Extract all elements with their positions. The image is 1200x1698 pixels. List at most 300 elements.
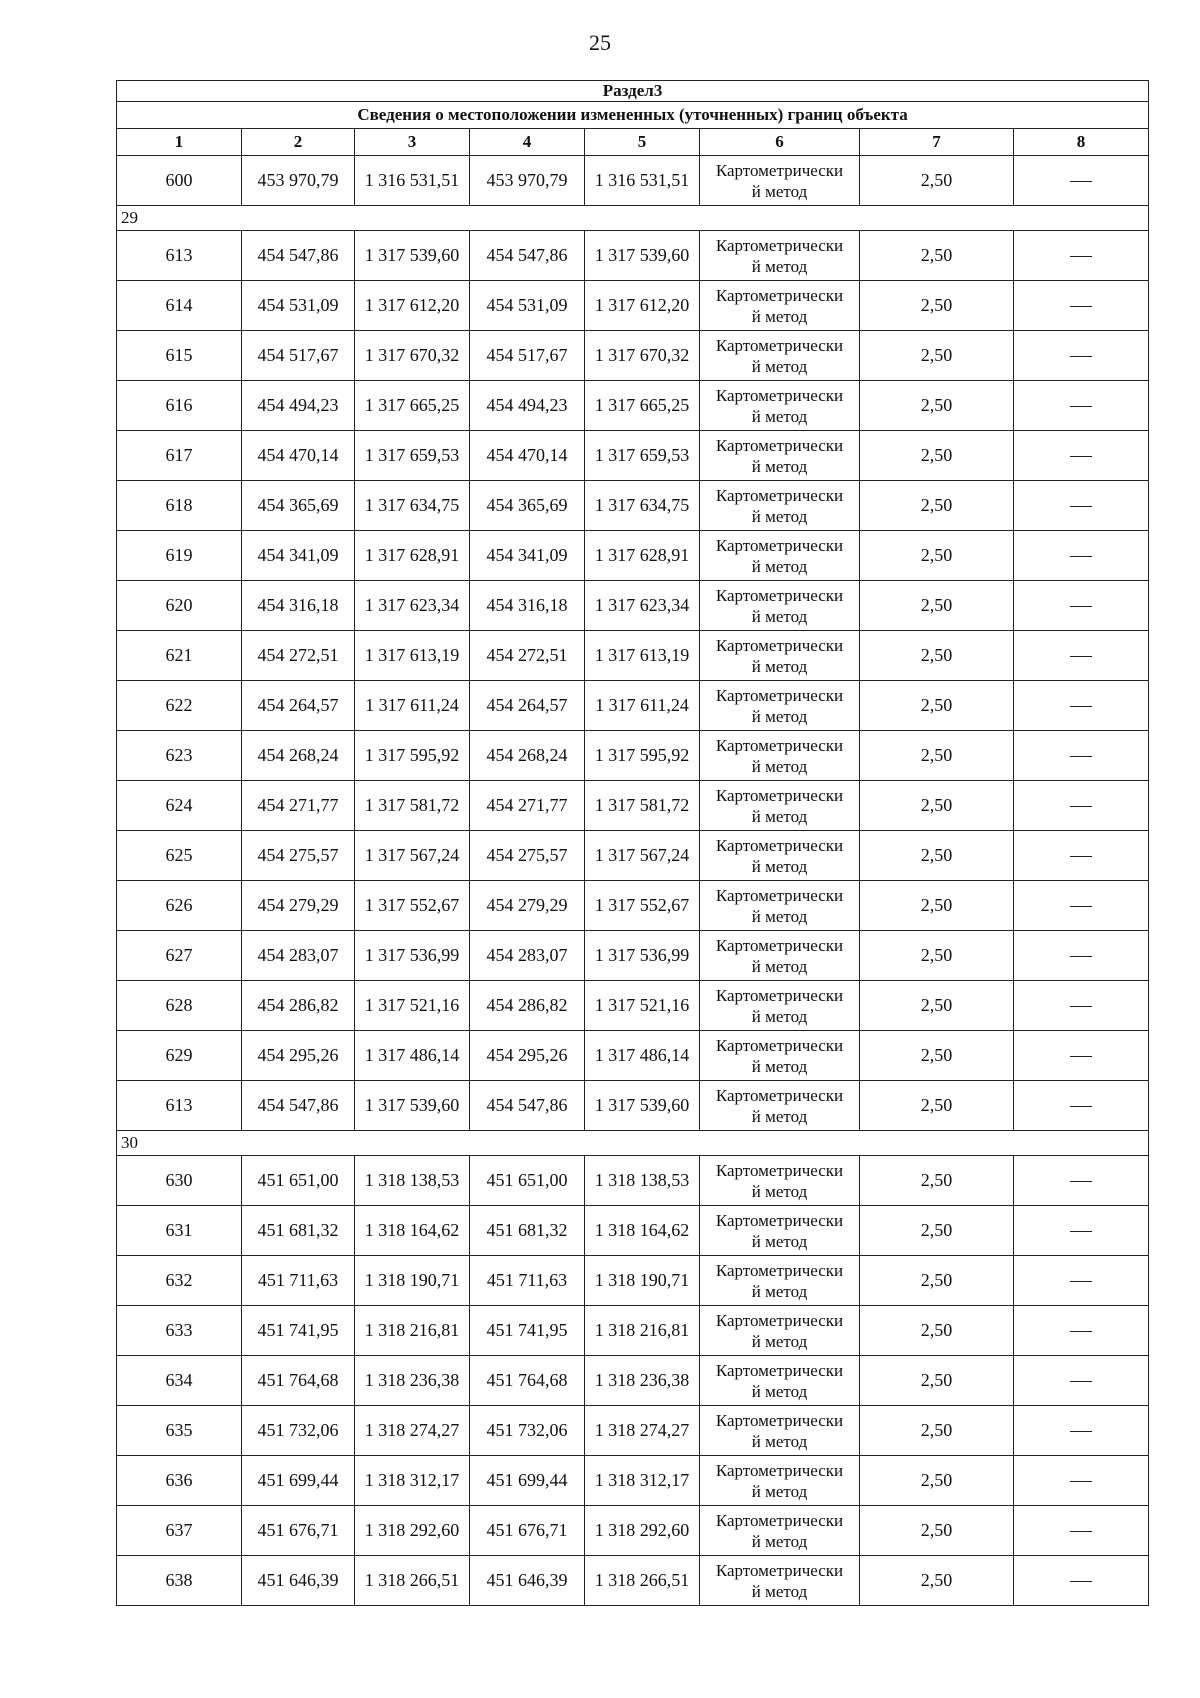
empty-value-cell — [1014, 881, 1149, 931]
cell-col-5: 1 317 612,20 — [585, 281, 700, 331]
table-row — [117, 931, 1149, 981]
method-line-1: Картометрически — [715, 1035, 844, 1055]
cell-col-4: 454 316,18 — [470, 581, 585, 631]
cell-col-5: 1 317 552,67 — [585, 881, 700, 931]
method-cell — [700, 1306, 860, 1356]
empty-value-cell — [1014, 1256, 1149, 1306]
cell-col-5: 1 318 164,62 — [585, 1206, 700, 1256]
empty-value-cell — [1014, 1506, 1149, 1556]
cell-col-2: 454 341,09 — [242, 531, 355, 581]
dash-icon — [1070, 1006, 1092, 1007]
column-number: 2 — [242, 129, 355, 156]
table-row — [117, 1506, 1149, 1556]
cell-col-1: 620 — [117, 581, 242, 631]
accuracy-cell: 2,50 — [860, 1081, 1014, 1131]
accuracy-cell: 2,50 — [860, 156, 1014, 206]
method-line-2: й метод — [751, 1331, 808, 1351]
cell-col-3: 1 317 539,60 — [355, 1081, 470, 1131]
cell-col-2: 454 547,86 — [242, 1081, 355, 1131]
cell-col-1: 626 — [117, 881, 242, 931]
cell-col-5: 1 317 670,32 — [585, 331, 700, 381]
cell-col-3: 1 318 190,71 — [355, 1256, 470, 1306]
cell-col-5: 1 317 634,75 — [585, 481, 700, 531]
table-row — [117, 381, 1149, 431]
method-cell — [700, 1081, 860, 1131]
empty-value-cell — [1014, 681, 1149, 731]
method-line-2: й метод — [751, 556, 808, 576]
cell-col-4: 451 699,44 — [470, 1456, 585, 1506]
cell-col-2: 454 295,26 — [242, 1031, 355, 1081]
method-line-1: Картометрически — [715, 160, 844, 180]
cell-col-4: 454 547,86 — [470, 231, 585, 281]
cell-col-4: 451 681,32 — [470, 1206, 585, 1256]
method-line-1: Картометрически — [715, 485, 844, 505]
cell-col-4: 454 283,07 — [470, 931, 585, 981]
cell-col-2: 454 279,29 — [242, 881, 355, 931]
dash-icon — [1070, 706, 1092, 707]
cell-col-5: 1 317 628,91 — [585, 531, 700, 581]
method-line-2: й метод — [751, 456, 808, 476]
accuracy-cell: 2,50 — [860, 331, 1014, 381]
method-line-1: Картометрически — [715, 385, 844, 405]
cell-col-5: 1 317 581,72 — [585, 781, 700, 831]
cell-col-3: 1 317 521,16 — [355, 981, 470, 1031]
table-row — [117, 1306, 1149, 1356]
cell-col-1: 625 — [117, 831, 242, 881]
cell-col-2: 454 271,77 — [242, 781, 355, 831]
empty-value-cell — [1014, 1306, 1149, 1356]
method-line-2: й метод — [751, 306, 808, 326]
empty-value-cell — [1014, 831, 1149, 881]
accuracy-cell: 2,50 — [860, 1306, 1014, 1356]
cell-col-1: 623 — [117, 731, 242, 781]
table-row — [117, 1031, 1149, 1081]
method-line-2: й метод — [751, 656, 808, 676]
method-cell — [700, 881, 860, 931]
cell-col-4: 454 268,24 — [470, 731, 585, 781]
accuracy-cell: 2,50 — [860, 1206, 1014, 1256]
dash-icon — [1070, 1056, 1092, 1057]
cell-col-1: 624 — [117, 781, 242, 831]
column-number: 3 — [355, 129, 470, 156]
method-line-1: Картометрически — [715, 1260, 844, 1280]
cell-col-2: 451 681,32 — [242, 1206, 355, 1256]
method-cell — [700, 531, 860, 581]
empty-value-cell — [1014, 281, 1149, 331]
accuracy-cell: 2,50 — [860, 231, 1014, 281]
cell-col-5: 1 318 266,51 — [585, 1556, 700, 1606]
dash-icon — [1070, 456, 1092, 457]
cell-col-1: 629 — [117, 1031, 242, 1081]
cell-col-5: 1 317 539,60 — [585, 231, 700, 281]
cell-col-3: 1 317 665,25 — [355, 381, 470, 431]
method-cell — [700, 981, 860, 1031]
table-body — [117, 156, 1149, 1606]
cell-col-4: 451 711,63 — [470, 1256, 585, 1306]
cell-col-3: 1 317 613,19 — [355, 631, 470, 681]
page-number: 25 — [589, 30, 611, 55]
cell-col-5: 1 317 611,24 — [585, 681, 700, 731]
cell-col-4: 454 341,09 — [470, 531, 585, 581]
cell-col-3: 1 316 531,51 — [355, 156, 470, 206]
table-row — [117, 1156, 1149, 1206]
empty-value-cell — [1014, 1156, 1149, 1206]
dash-icon — [1070, 906, 1092, 907]
cell-col-2: 454 531,09 — [242, 281, 355, 331]
empty-value-cell — [1014, 156, 1149, 206]
table-row — [117, 831, 1149, 881]
method-line-2: й метод — [751, 1006, 808, 1026]
cell-col-4: 454 365,69 — [470, 481, 585, 531]
table-row — [117, 1406, 1149, 1456]
cell-col-4: 454 272,51 — [470, 631, 585, 681]
method-line-1: Картометрически — [715, 835, 844, 855]
cell-col-3: 1 318 216,81 — [355, 1306, 470, 1356]
method-line-1: Картометрически — [715, 1560, 844, 1580]
accuracy-cell: 2,50 — [860, 381, 1014, 431]
table-row — [117, 1256, 1149, 1306]
method-line-1: Картометрически — [715, 885, 844, 905]
method-line-1: Картометрически — [715, 1085, 844, 1105]
cell-col-1: 628 — [117, 981, 242, 1031]
method-line-2: й метод — [751, 256, 808, 276]
cell-col-5: 1 318 190,71 — [585, 1256, 700, 1306]
method-cell — [700, 1406, 860, 1456]
cell-col-2: 451 764,68 — [242, 1356, 355, 1406]
method-cell — [700, 581, 860, 631]
cell-col-1: 633 — [117, 1306, 242, 1356]
method-line-1: Картометрически — [715, 585, 844, 605]
table-row — [117, 781, 1149, 831]
cell-col-4: 454 517,67 — [470, 331, 585, 381]
table-title: Сведения о местоположении измененных (уточненных) границ объекта — [117, 102, 1149, 129]
cell-col-1: 636 — [117, 1456, 242, 1506]
accuracy-cell: 2,50 — [860, 1556, 1014, 1606]
method-cell — [700, 781, 860, 831]
table-row — [117, 331, 1149, 381]
method-cell — [700, 281, 860, 331]
empty-value-cell — [1014, 731, 1149, 781]
method-line-2: й метод — [751, 1481, 808, 1501]
method-cell — [700, 1556, 860, 1606]
method-line-1: Картометрически — [715, 1160, 844, 1180]
method-line-1: Картометрически — [715, 335, 844, 355]
column-number: 1 — [117, 129, 242, 156]
table-row — [117, 1556, 1149, 1606]
cell-col-5: 1 316 531,51 — [585, 156, 700, 206]
empty-value-cell — [1014, 481, 1149, 531]
cell-col-3: 1 318 274,27 — [355, 1406, 470, 1456]
cell-col-1: 614 — [117, 281, 242, 331]
method-cell — [700, 331, 860, 381]
method-cell — [700, 731, 860, 781]
section-header-row — [117, 81, 1149, 102]
method-line-1: Картометрически — [715, 1210, 844, 1230]
cell-col-2: 453 970,79 — [242, 156, 355, 206]
method-line-1: Картометрически — [715, 285, 844, 305]
method-line-1: Картометрически — [715, 1360, 844, 1380]
column-number: 7 — [860, 129, 1014, 156]
method-line-2: й метод — [751, 1106, 808, 1126]
accuracy-cell: 2,50 — [860, 431, 1014, 481]
cell-col-2: 451 699,44 — [242, 1456, 355, 1506]
dash-icon — [1070, 806, 1092, 807]
cell-col-2: 454 264,57 — [242, 681, 355, 731]
dash-icon — [1070, 1106, 1092, 1107]
cell-col-3: 1 318 164,62 — [355, 1206, 470, 1256]
dash-icon — [1070, 1431, 1092, 1432]
cell-col-3: 1 317 567,24 — [355, 831, 470, 881]
dash-icon — [1070, 181, 1092, 182]
cell-col-3: 1 317 611,24 — [355, 681, 470, 731]
accuracy-cell: 2,50 — [860, 1456, 1014, 1506]
cell-col-2: 451 646,39 — [242, 1556, 355, 1606]
dash-icon — [1070, 1481, 1092, 1482]
cell-col-4: 451 764,68 — [470, 1356, 585, 1406]
dash-icon — [1070, 1331, 1092, 1332]
empty-value-cell — [1014, 331, 1149, 381]
method-line-2: й метод — [751, 356, 808, 376]
accuracy-cell: 2,50 — [860, 631, 1014, 681]
group-row — [117, 206, 1149, 231]
method-line-1: Картометрически — [715, 1460, 844, 1480]
method-line-2: й метод — [751, 1581, 808, 1601]
accuracy-cell: 2,50 — [860, 531, 1014, 581]
cell-col-5: 1 317 567,24 — [585, 831, 700, 881]
dash-icon — [1070, 356, 1092, 357]
empty-value-cell — [1014, 1406, 1149, 1456]
accuracy-cell: 2,50 — [860, 681, 1014, 731]
accuracy-cell: 2,50 — [860, 1156, 1014, 1206]
method-cell — [700, 1031, 860, 1081]
accuracy-cell: 2,50 — [860, 731, 1014, 781]
empty-value-cell — [1014, 1456, 1149, 1506]
method-line-1: Картометрически — [715, 235, 844, 255]
empty-value-cell — [1014, 431, 1149, 481]
accuracy-cell: 2,50 — [860, 981, 1014, 1031]
cell-col-5: 1 317 659,53 — [585, 431, 700, 481]
method-cell — [700, 381, 860, 431]
method-line-2: й метод — [751, 1531, 808, 1551]
table-row — [117, 581, 1149, 631]
cell-col-2: 454 286,82 — [242, 981, 355, 1031]
empty-value-cell — [1014, 1206, 1149, 1256]
method-line-2: й метод — [751, 181, 808, 201]
method-line-2: й метод — [751, 1381, 808, 1401]
method-line-1: Картометрически — [715, 685, 844, 705]
accuracy-cell: 2,50 — [860, 881, 1014, 931]
cell-col-5: 1 317 539,60 — [585, 1081, 700, 1131]
method-line-2: й метод — [751, 806, 808, 826]
cell-col-1: 613 — [117, 1081, 242, 1131]
cell-col-1: 627 — [117, 931, 242, 981]
method-line-1: Картометрически — [715, 1310, 844, 1330]
cell-col-4: 454 279,29 — [470, 881, 585, 931]
empty-value-cell — [1014, 1031, 1149, 1081]
cell-col-5: 1 318 236,38 — [585, 1356, 700, 1406]
column-number-row — [117, 129, 1149, 156]
cell-col-5: 1 318 312,17 — [585, 1456, 700, 1506]
method-cell — [700, 1206, 860, 1256]
cell-col-3: 1 317 628,91 — [355, 531, 470, 581]
empty-value-cell — [1014, 381, 1149, 431]
table-row — [117, 681, 1149, 731]
cell-col-1: 621 — [117, 631, 242, 681]
group-row — [117, 1131, 1149, 1156]
cell-col-5: 1 318 274,27 — [585, 1406, 700, 1456]
method-line-1: Картометрически — [715, 1510, 844, 1530]
table-row — [117, 156, 1149, 206]
section-label: Раздел3 — [117, 81, 1149, 102]
empty-value-cell — [1014, 931, 1149, 981]
cell-col-3: 1 317 486,14 — [355, 1031, 470, 1081]
cell-col-1: 616 — [117, 381, 242, 431]
cell-col-5: 1 318 292,60 — [585, 1506, 700, 1556]
cell-col-4: 451 741,95 — [470, 1306, 585, 1356]
cell-col-1: 613 — [117, 231, 242, 281]
empty-value-cell — [1014, 1356, 1149, 1406]
cell-col-2: 454 275,57 — [242, 831, 355, 881]
method-line-1: Картометрически — [715, 435, 844, 455]
method-cell — [700, 156, 860, 206]
cell-col-1: 618 — [117, 481, 242, 531]
cell-col-4: 454 531,09 — [470, 281, 585, 331]
cell-col-2: 451 711,63 — [242, 1256, 355, 1306]
cell-col-5: 1 317 623,34 — [585, 581, 700, 631]
cell-col-3: 1 318 312,17 — [355, 1456, 470, 1506]
cell-col-3: 1 317 552,67 — [355, 881, 470, 931]
empty-value-cell — [1014, 781, 1149, 831]
cell-col-5: 1 318 138,53 — [585, 1156, 700, 1206]
cell-col-1: 630 — [117, 1156, 242, 1206]
method-line-2: й метод — [751, 406, 808, 426]
cell-col-1: 631 — [117, 1206, 242, 1256]
cell-col-3: 1 318 292,60 — [355, 1506, 470, 1556]
method-cell — [700, 831, 860, 881]
method-line-2: й метод — [751, 1231, 808, 1251]
table-row — [117, 631, 1149, 681]
accuracy-cell: 2,50 — [860, 281, 1014, 331]
cell-col-4: 451 651,00 — [470, 1156, 585, 1206]
table-row — [117, 481, 1149, 531]
cell-col-4: 454 547,86 — [470, 1081, 585, 1131]
empty-value-cell — [1014, 631, 1149, 681]
cell-col-5: 1 318 216,81 — [585, 1306, 700, 1356]
method-line-1: Картометрически — [715, 935, 844, 955]
dash-icon — [1070, 406, 1092, 407]
dash-icon — [1070, 1531, 1092, 1532]
method-cell — [700, 1156, 860, 1206]
cell-col-2: 454 365,69 — [242, 481, 355, 531]
cell-col-3: 1 318 138,53 — [355, 1156, 470, 1206]
cell-col-3: 1 317 539,60 — [355, 231, 470, 281]
method-line-1: Картометрически — [715, 635, 844, 655]
method-line-1: Картометрически — [715, 1410, 844, 1430]
method-cell — [700, 1256, 860, 1306]
dash-icon — [1070, 606, 1092, 607]
empty-value-cell — [1014, 981, 1149, 1031]
cell-col-1: 638 — [117, 1556, 242, 1606]
cell-col-5: 1 317 665,25 — [585, 381, 700, 431]
cell-col-1: 637 — [117, 1506, 242, 1556]
table-row — [117, 1356, 1149, 1406]
dash-icon — [1070, 256, 1092, 257]
method-line-1: Картометрически — [715, 985, 844, 1005]
dash-icon — [1070, 856, 1092, 857]
table-row — [117, 881, 1149, 931]
cell-col-4: 454 264,57 — [470, 681, 585, 731]
dash-icon — [1070, 1381, 1092, 1382]
table-title-row — [117, 102, 1149, 129]
empty-value-cell — [1014, 231, 1149, 281]
accuracy-cell: 2,50 — [860, 1406, 1014, 1456]
cell-col-3: 1 317 659,53 — [355, 431, 470, 481]
cell-col-2: 454 517,67 — [242, 331, 355, 381]
table-row — [117, 1456, 1149, 1506]
cell-col-4: 451 646,39 — [470, 1556, 585, 1606]
empty-value-cell — [1014, 1081, 1149, 1131]
accuracy-cell: 2,50 — [860, 831, 1014, 881]
accuracy-cell: 2,50 — [860, 481, 1014, 531]
cell-col-5: 1 317 536,99 — [585, 931, 700, 981]
accuracy-cell: 2,50 — [860, 1256, 1014, 1306]
method-cell — [700, 1356, 860, 1406]
method-line-2: й метод — [751, 1431, 808, 1451]
method-cell — [700, 431, 860, 481]
cell-col-1: 632 — [117, 1256, 242, 1306]
empty-value-cell — [1014, 1556, 1149, 1606]
cell-col-3: 1 318 236,38 — [355, 1356, 470, 1406]
method-line-2: й метод — [751, 506, 808, 526]
method-cell — [700, 631, 860, 681]
dash-icon — [1070, 956, 1092, 957]
dash-icon — [1070, 1231, 1092, 1232]
dash-icon — [1070, 306, 1092, 307]
column-number: 5 — [585, 129, 700, 156]
boundary-coordinates-table — [116, 80, 1149, 1606]
table-row — [117, 281, 1149, 331]
cell-col-2: 454 470,14 — [242, 431, 355, 481]
cell-col-1: 622 — [117, 681, 242, 731]
method-cell — [700, 1506, 860, 1556]
cell-col-2: 454 547,86 — [242, 231, 355, 281]
cell-col-1: 600 — [117, 156, 242, 206]
cell-col-2: 454 268,24 — [242, 731, 355, 781]
method-cell — [700, 1456, 860, 1506]
accuracy-cell: 2,50 — [860, 1356, 1014, 1406]
method-line-2: й метод — [751, 706, 808, 726]
table-row — [117, 231, 1149, 281]
cell-col-3: 1 318 266,51 — [355, 1556, 470, 1606]
dash-icon — [1070, 1281, 1092, 1282]
method-line-2: й метод — [751, 756, 808, 776]
cell-col-1: 634 — [117, 1356, 242, 1406]
cell-col-2: 454 494,23 — [242, 381, 355, 431]
accuracy-cell: 2,50 — [860, 781, 1014, 831]
accuracy-cell: 2,50 — [860, 931, 1014, 981]
dash-icon — [1070, 656, 1092, 657]
dash-icon — [1070, 1581, 1092, 1582]
group-label: 30 — [117, 1131, 1149, 1156]
method-line-1: Картометрически — [715, 785, 844, 805]
cell-col-3: 1 317 612,20 — [355, 281, 470, 331]
cell-col-4: 451 676,71 — [470, 1506, 585, 1556]
table-row — [117, 531, 1149, 581]
cell-col-2: 454 272,51 — [242, 631, 355, 681]
table-row — [117, 1081, 1149, 1131]
column-number: 8 — [1014, 129, 1149, 156]
column-number: 6 — [700, 129, 860, 156]
